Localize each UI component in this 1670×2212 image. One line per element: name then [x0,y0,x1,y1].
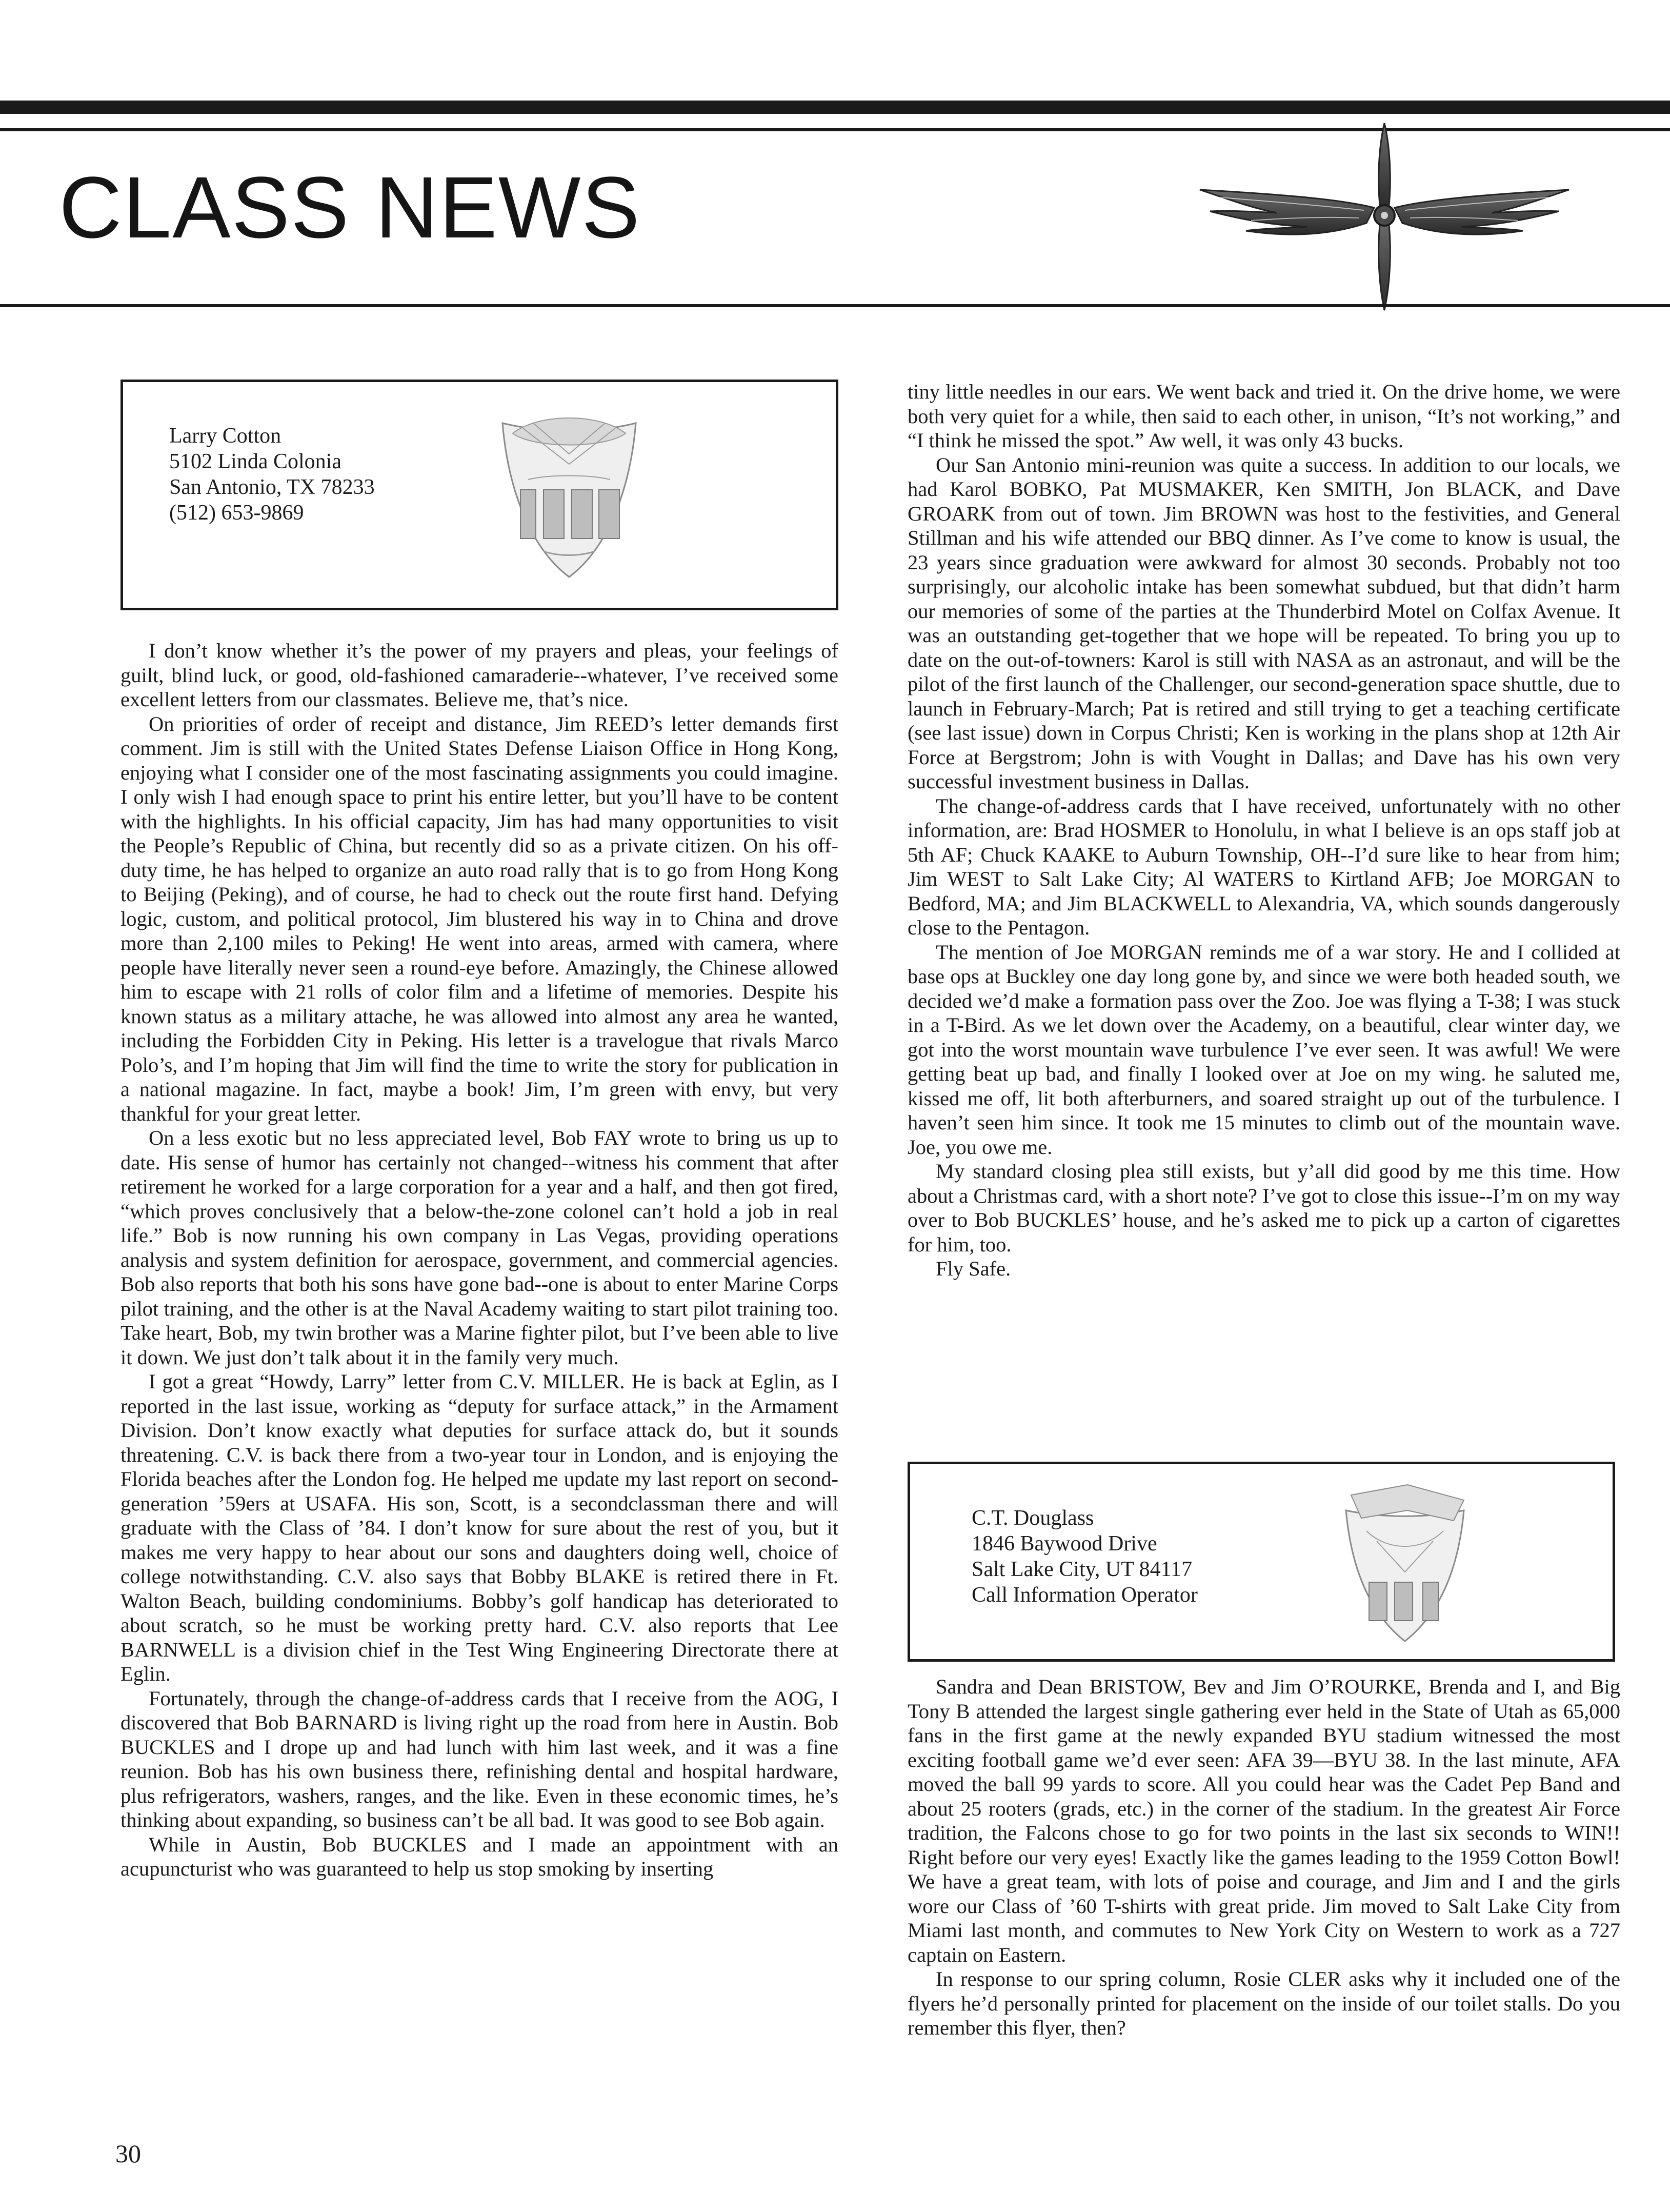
paragraph: Fortunately, through the change-of-address cards that I receive from the AOG, I discovered that Bob BARNARD is living right up the road from here in Austin. Bob BUCKLES and I drope up and had lunch with him last week, and it was a fine reunion. Bob has his own business there, refinishing dental and hospital hardware, plus refrigerators, washers, ranges, and the like. Even in these economic times, he’s thinking about expanding, so business can’t be all bad. It was good to see Bob again. [120,1686,838,1831]
header-rule-bottom [0,304,1670,307]
paragraph: Sandra and Dean BRISTOW, Bev and Jim O’ROURKE, Brenda and I, and Big Tony B attended the largest single gathering ever held in the State of Utah as 65,000 fans in the first game at the newly expanded BYU stadium witnessed the most exciting football game we’d ever seen: AFA 39—BYU 38. In the last minute, AFA moved the ball 99 yards to score. All you could hear was the Cadet Pep Band and about 25 rooters (grads, etc.) in the corner of the stadium. In the greatest Air Force tradition, the Falcons chose to go for two points in the last six seconds to WIN!! Right before our very eyes! Exactly like the games leading to the 1959 Cotton Bowl! We have a great team, with lots of poise and courage, and Jim and I and the girls wore our Class of ’60 T-shirts with great pride. Jim moved to Salt Lake City from Miami last month, and commutes to New York City on Western to work as a 727 captain on Eastern. [908,1675,1620,1966]
winged-propeller-icon [1190,118,1579,318]
correspondent-street: 5102 Linda Colonia [169,450,341,473]
correspondent-name: C.T. Douglass [972,1506,1094,1530]
correspondent-address [972,1505,1198,1608]
paragraph: On a less exotic but no less appreciated level, Bob FAY wrote to bring us up to date. His sense of humor has certainly not changed--witness his comment that after retirement he worked for a large corporation for a year and a half, and then got fired, “which proves conclusively that a below-the-zone colonel can’t hold a job in real life.” Bob is now running his own company in Las Vegas, providing operations analysis and system definition for aerospace, government, and commercial agencies. Bob also reports that both his sons have gone bad--one is about to enter Marine Corps pilot training, and the other is at the Naval Academy waiting to start pilot training too. Take heart, Bob, my twin brother was a Marine fighter pilot, but I’ve been able to live it down. We just don’t talk about it in the family very much. [120,1126,838,1369]
column-class-1961 [908,1675,1620,2040]
paragraph: In response to our spring column, Rosie CLER asks why it included one of the flyers he’d personally printed for placement on the inside of our toilet stalls. Do you remember this flyer, then? [908,1967,1620,2039]
class-crest-1959-icon [482,403,656,587]
paragraph: I don’t know whether it’s the power of my prayers and pleas, your feelings of guilt, blind luck, or good, old-fashioned camaraderie--whatever, I’ve received some excellent letters from our classmates. Believe me, that’s nice. [120,639,838,711]
paragraph: Our San Antonio mini-reunion was quite a success. In addition to our locals, we had Karol BOBKO, Pat MUSMAKER, Ken SMITH, Jon BLACK, and Dave GROARK from out of town. Jim BROWN was host to the festivities, and General Stillman and his wife attended our BBQ dinner. As I’ve come to know is usual, the 23 years since graduation were awkward for almost 30 seconds. Probably not too surprisingly, our alcoholic intake has been somewhat subdued, but that didn’t harm our memories of some of the parties at the Thunderbird Motel on Colfax Avenue. It was an outstanding get-together that we hope will be repeated. To bring you up to date on the out-of-towners: Karol is still with NASA as an astronaut, and will be the pilot of the first launch of the Challenger, our second-generation space shuttle, due to launch in February-March; Pat is retired and still trying to get a teaching certificate (see last issue) down in Corpus Christi; Ken is working in the plans shop at 12th Air Force at Bergstrom; John is with Vought in Dallas; and Dave has his own very successful investment business in Dallas. [908,453,1620,793]
correspondent-phone: (512) 653-9869 [169,501,304,525]
signoff: Fly Safe. [936,1257,1011,1280]
paragraph: My standard closing plea still exists, but y’all did good by me this time. How about a Christmas card, with a short note? I’ve got to close this issue--I’m on my way over to Bob BUCKLES’ house, and he’s asked me to pick up a carton of cigarettes for him, too. [908,1160,1620,1256]
header-rule-thick [0,101,1670,114]
correspondent-phone: Call Information Operator [972,1583,1198,1607]
paragraph: While in Austin, Bob BUCKLES and I made an appointment with an acupuncturist who was guaranteed to help us stop smoking by inserting [120,1832,838,1880]
correspondent-city: Salt Lake City, UT 84117 [972,1558,1193,1581]
correspondent-city: San Antonio, TX 78233 [169,475,375,499]
paragraph: tiny little needles in our ears. We went back and tried it. On the drive home, we were both very quiet for a while, then said to each other, in unison, “It’s not working,” and “I think he missed the spot.” Aw well, it was only 43 bucks. [908,380,1620,452]
column-class-1959-continued [908,380,1620,1281]
column-class-1959-main [120,639,838,1881]
class-crest-1961-icon [1331,1480,1479,1649]
paragraph: The change-of-address cards that I have received, unfortunately with no other information, are: Brad HOSMER to Honolulu, in what I believe is an ops staff job at 5th AF; Chuck KAAKE to Auburn Township, OH--I’d sure like to hear from him; Jim WEST to Salt Lake City; Al WATERS to Kirtland AFB; Joe MORGAN to Bedford, MA; and Jim BLACKWELL to Alexandria, VA, which sounds dangerously close to the Pentagon. [908,794,1620,939]
page-title: CLASS NEWS [59,159,641,256]
correspondent-box-1961 [908,1462,1615,1662]
correspondent-box-1959 [120,380,838,610]
paragraph: I got a great “Howdy, Larry” letter from C.V. MILLER. He is back at Eglin, as I reported in the last issue, working as “deputy for surface attack,” in the Armament Division. Don’t know exactly what deputies for surface attack do, but it sounds threatening. C.V. is back there from a two-year tour in London, and is enjoying the Florida beaches after the London fog. He helped me update my last report on second-generation ’59ers at USAFA. His son, Scott, is a secondclassman there and will graduate with the Class of ’84. I don’t know for sure about the rest of you, but it makes me very happy to hear about our sons and daughters doing well, choice of college notwithstanding. C.V. also says that Bobby BLAKE is retired there in Ft. Walton Beach, building condominiums. Bobby’s golf handicap has deteriorated to about scratch, so he must be working pretty hard. C.V. also reports that Lee BARNWELL is a division chief in the Test Wing Engineering Directorate there at Eglin. [120,1370,838,1685]
paragraph: The mention of Joe MORGAN reminds me of a war story. He and I collided at base ops at Buckley one day long gone by, and since we were both headed south, we decided we’d make a formation pass over the Zoo. Joe was flying a T-38; I was stuck in a T-Bird. As we let down over the Academy, on a beautiful, clear winter day, we got into the worst mountain wave turbulence I’ve ever seen. It was awful! We were getting beat up bad, and finally I looked over at Joe on my wing. he saluted me, kissed me off, lit both afterburners, and soared straight up out of the turbulence. I haven’t seen him since. It took me 15 minutes to climb out of the mountain wave. Joe, you owe me. [908,940,1620,1159]
page-number: 30 [115,2139,141,2168]
correspondent-name: Larry Cotton [169,424,281,448]
correspondent-street: 1846 Baywood Drive [972,1532,1157,1556]
correspondent-address [169,423,375,526]
paragraph: On priorities of order of receipt and distance, Jim REED’s letter demands first comment. Jim is still with the United States Defense Liaison Office in Hong Kong, enjoying what I consider one of the most fascinating assignments you could imagine. I only wish I had enough space to print his entire letter, but you’ll have to be content with the highlights. In his official capacity, Jim has had many opportunities to visit the People’s Republic of China, but recently did so as a private citizen. On his off-duty time, he has helped to organize an auto road rally that is to go from Hong Kong to Beijing (Peking), and of course, he had to check out the route first hand. Defying logic, custom, and political protocol, Jim blustered his way in to China and drove more than 2,100 miles to Peking! He went into areas, armed with camera, where people have literally never seen a round-eye before. Amazingly, the Chinese allowed him to escape with 21 rolls of color film and a lifetime of memories. Despite his known status as a military attache, he was allowed into almost any area he wanted, including the Forbidden City in Peking. His letter is a travelogue that rivals Marco Polo’s, and I’m hoping that Jim will find the time to write the story for publication in a national magazine. In fact, maybe a book! Jim, I’m green with envy, but very thankful for your great letter. [120,712,838,1125]
